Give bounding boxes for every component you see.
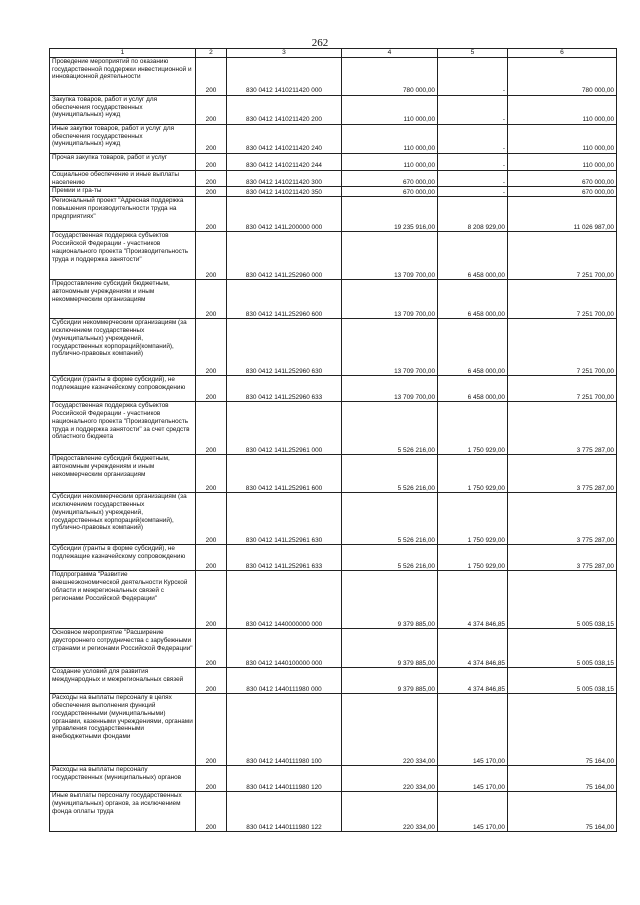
- row-approved-amount-cell: 9 379 885,00: [342, 629, 438, 668]
- row-name-cell: Закупка товаров, работ и услуг для обеспечения государственных (муниципальных) нужд: [50, 96, 196, 125]
- table-row: [50, 629, 617, 668]
- row-classification-code-cell: 830 0412 1410211420 300: [227, 171, 342, 187]
- row-executed-amount-cell: 4 374 846,85: [438, 571, 508, 629]
- table-row: [50, 197, 617, 232]
- row-unexecuted-amount-cell: 3 775 287,00: [508, 545, 617, 571]
- row-classification-code-cell: 830 0412 141L200000 000: [227, 197, 342, 232]
- row-classification-code-cell: 830 0412 1440111980 100: [227, 694, 342, 766]
- table-row: [50, 171, 617, 187]
- header-row: [50, 49, 617, 58]
- row-unexecuted-amount-cell: 670 000,00: [508, 187, 617, 197]
- row-line-code-cell: 200: [196, 58, 227, 96]
- row-unexecuted-amount-cell: 5 005 038,15: [508, 629, 617, 668]
- row-name-cell: Создание условий для развития международных и межрегиональных связей: [50, 668, 196, 694]
- row-classification-code-cell: 830 0412 1440000000 000: [227, 571, 342, 629]
- table-row: [50, 493, 617, 545]
- row-executed-amount-cell: 1 750 929,00: [438, 493, 508, 545]
- row-name-cell: Государственная поддержка субъектов Российской Федерации - участников национального проекта "Производительность труда и поддержка занятости" за счет средств областного бюджета: [50, 402, 196, 455]
- row-name-cell: Предоставление субсидий бюджетным, автономным учреждениям и иным некоммерческим организациям: [50, 455, 196, 493]
- row-classification-code-cell: 830 0412 1410211420 240: [227, 125, 342, 154]
- row-line-code-cell: 200: [196, 319, 227, 376]
- row-approved-amount-cell: 110 000,00: [342, 154, 438, 171]
- row-unexecuted-amount-cell: 7 251 700,00: [508, 376, 617, 402]
- row-approved-amount-cell: 220 334,00: [342, 766, 438, 792]
- row-line-code-cell: 200: [196, 455, 227, 493]
- row-classification-code-cell: 830 0412 141L252960 600: [227, 280, 342, 319]
- row-approved-amount-cell: 5 526 216,00: [342, 455, 438, 493]
- row-approved-amount-cell: 13 709 700,00: [342, 232, 438, 280]
- row-name-cell: Премии и гра-ты: [50, 187, 196, 197]
- row-unexecuted-amount-cell: 7 251 700,00: [508, 280, 617, 319]
- row-executed-amount-cell: 6 458 000,00: [438, 376, 508, 402]
- row-executed-amount-cell: -: [438, 58, 508, 96]
- table-row: [50, 694, 617, 766]
- row-executed-amount-cell: 1 750 929,00: [438, 545, 508, 571]
- table-row: [50, 96, 617, 125]
- column-header: 6: [508, 49, 617, 58]
- budget-table: [49, 48, 617, 832]
- row-name-cell: Иные выплаты персоналу государственных (муниципальных) органов, за исключением фонда оплаты труда: [50, 792, 196, 832]
- column-header: 1: [50, 49, 196, 58]
- row-line-code-cell: 200: [196, 96, 227, 125]
- table-row: [50, 455, 617, 493]
- row-name-cell: Иные закупки товаров, работ и услуг для обеспечения государственных (муниципальных) нужд: [50, 125, 196, 154]
- row-executed-amount-cell: 145 170,00: [438, 792, 508, 832]
- table-row: [50, 125, 617, 154]
- row-line-code-cell: 200: [196, 668, 227, 694]
- row-name-cell: Прочая закупка товаров, работ и услуг: [50, 154, 196, 171]
- row-line-code-cell: 200: [196, 197, 227, 232]
- column-header: 2: [196, 49, 227, 58]
- row-approved-amount-cell: 19 235 916,00: [342, 197, 438, 232]
- row-executed-amount-cell: -: [438, 154, 508, 171]
- row-classification-code-cell: 830 0412 141L252961 633: [227, 545, 342, 571]
- row-classification-code-cell: 830 0412 141L252960 630: [227, 319, 342, 376]
- row-name-cell: Расходы на выплаты персоналу государственных (муниципальных) органов: [50, 766, 196, 792]
- row-name-cell: Субсидии некоммерческим организациям (за исключением государственных (муниципальных) учреждений, государственных корпораций(компаний), публично-правовых компаний): [50, 493, 196, 545]
- row-classification-code-cell: 830 0412 1410211420 244: [227, 154, 342, 171]
- row-executed-amount-cell: 145 170,00: [438, 766, 508, 792]
- row-executed-amount-cell: -: [438, 187, 508, 197]
- row-line-code-cell: 200: [196, 280, 227, 319]
- row-name-cell: Расходы на выплаты персоналу в целях обеспечения выполнения функций государственными (муниципальными) органами, казенными учреждениями, органами управления государственными внебюджетными фондами: [50, 694, 196, 766]
- row-classification-code-cell: 830 0412 141L252961 630: [227, 493, 342, 545]
- row-classification-code-cell: 830 0412 141L252960 000: [227, 232, 342, 280]
- row-executed-amount-cell: 145 170,00: [438, 694, 508, 766]
- row-classification-code-cell: 830 0412 1440111980 000: [227, 668, 342, 694]
- row-unexecuted-amount-cell: 3 775 287,00: [508, 455, 617, 493]
- row-name-cell: Субсидии (гранты в форме субсидий), не подлежащие казначейскому сопровождению: [50, 376, 196, 402]
- column-header: 4: [342, 49, 438, 58]
- table-row: [50, 58, 617, 96]
- row-line-code-cell: 200: [196, 232, 227, 280]
- table-row: [50, 545, 617, 571]
- table-row: [50, 766, 617, 792]
- row-executed-amount-cell: 1 750 929,00: [438, 402, 508, 455]
- row-executed-amount-cell: 4 374 846,85: [438, 629, 508, 668]
- table-row: [50, 280, 617, 319]
- row-approved-amount-cell: 9 379 885,00: [342, 571, 438, 629]
- row-line-code-cell: 200: [196, 154, 227, 171]
- row-classification-code-cell: 830 0412 1410211420 000: [227, 58, 342, 96]
- row-executed-amount-cell: 6 458 000,00: [438, 232, 508, 280]
- row-executed-amount-cell: -: [438, 171, 508, 187]
- table-row: [50, 232, 617, 280]
- row-unexecuted-amount-cell: 7 251 700,00: [508, 319, 617, 376]
- column-header: 3: [227, 49, 342, 58]
- table-row: [50, 668, 617, 694]
- row-approved-amount-cell: 5 526 216,00: [342, 493, 438, 545]
- row-approved-amount-cell: 13 709 700,00: [342, 376, 438, 402]
- table-row: [50, 187, 617, 197]
- row-unexecuted-amount-cell: 110 000,00: [508, 96, 617, 125]
- row-unexecuted-amount-cell: 75 164,00: [508, 694, 617, 766]
- row-name-cell: Региональный проект "Адресная поддержка повышения производительности труда на предприятиях": [50, 197, 196, 232]
- row-unexecuted-amount-cell: 780 000,00: [508, 58, 617, 96]
- row-line-code-cell: 200: [196, 571, 227, 629]
- row-approved-amount-cell: 670 000,00: [342, 187, 438, 197]
- row-unexecuted-amount-cell: 75 164,00: [508, 792, 617, 832]
- row-name-cell: Субсидии некоммерческим организациям (за исключением государственных (муниципальных) учреждений, государственных корпораций(компаний), публично-правовых компаний): [50, 319, 196, 376]
- row-classification-code-cell: 830 0412 1440111980 122: [227, 792, 342, 832]
- row-name-cell: Социальное обеспечение и иные выплаты населению: [50, 171, 196, 187]
- row-approved-amount-cell: 5 526 216,00: [342, 402, 438, 455]
- row-approved-amount-cell: 670 000,00: [342, 171, 438, 187]
- row-classification-code-cell: 830 0412 141L252961 000: [227, 402, 342, 455]
- row-approved-amount-cell: 13 709 700,00: [342, 280, 438, 319]
- row-line-code-cell: 200: [196, 187, 227, 197]
- row-unexecuted-amount-cell: 670 000,00: [508, 171, 617, 187]
- page-number: 262: [311, 37, 329, 49]
- row-approved-amount-cell: 9 379 885,00: [342, 668, 438, 694]
- row-line-code-cell: 200: [196, 694, 227, 766]
- row-executed-amount-cell: 6 458 000,00: [438, 319, 508, 376]
- row-executed-amount-cell: 4 374 846,85: [438, 668, 508, 694]
- column-header: 5: [438, 49, 508, 58]
- row-executed-amount-cell: 1 750 929,00: [438, 455, 508, 493]
- row-line-code-cell: 200: [196, 629, 227, 668]
- row-line-code-cell: 200: [196, 766, 227, 792]
- row-unexecuted-amount-cell: 7 251 700,00: [508, 232, 617, 280]
- row-executed-amount-cell: -: [438, 96, 508, 125]
- row-unexecuted-amount-cell: 110 000,00: [508, 154, 617, 171]
- row-line-code-cell: 200: [196, 792, 227, 832]
- row-line-code-cell: 200: [196, 125, 227, 154]
- row-classification-code-cell: 830 0412 1410211420 350: [227, 187, 342, 197]
- row-name-cell: Подпрограмма "Развитие внешнеэкономической деятельности Курской области и межрегиональных связей с регионами Российской Федерации": [50, 571, 196, 629]
- table-row: [50, 376, 617, 402]
- table-row: [50, 319, 617, 376]
- row-unexecuted-amount-cell: 3 775 287,00: [508, 402, 617, 455]
- table-row: [50, 571, 617, 629]
- row-unexecuted-amount-cell: 5 005 038,15: [508, 571, 617, 629]
- table-row: [50, 402, 617, 455]
- row-approved-amount-cell: 5 526 216,00: [342, 545, 438, 571]
- row-unexecuted-amount-cell: 5 005 038,15: [508, 668, 617, 694]
- row-executed-amount-cell: -: [438, 125, 508, 154]
- table-row: [50, 792, 617, 832]
- row-executed-amount-cell: 6 458 000,00: [438, 280, 508, 319]
- row-line-code-cell: 200: [196, 376, 227, 402]
- row-unexecuted-amount-cell: 11 026 987,00: [508, 197, 617, 232]
- table-row: [50, 154, 617, 171]
- row-name-cell: Проведение мероприятий по оказанию государственной поддержки инвестиционной и инновационной деятельности: [50, 58, 196, 96]
- row-classification-code-cell: 830 0412 141L252961 600: [227, 455, 342, 493]
- row-line-code-cell: 200: [196, 171, 227, 187]
- row-line-code-cell: 200: [196, 402, 227, 455]
- row-classification-code-cell: 830 0412 1410211420 200: [227, 96, 342, 125]
- row-classification-code-cell: 830 0412 141L252960 633: [227, 376, 342, 402]
- row-approved-amount-cell: 220 334,00: [342, 792, 438, 832]
- row-unexecuted-amount-cell: 75 164,00: [508, 766, 617, 792]
- row-approved-amount-cell: 13 709 700,00: [342, 319, 438, 376]
- row-line-code-cell: 200: [196, 493, 227, 545]
- row-name-cell: Государственная поддержка субъектов Российской Федерации - участников национального проекта "Производительность труда и поддержка занятости": [50, 232, 196, 280]
- row-name-cell: Субсидии (гранты в форме субсидий), не подлежащие казначейскому сопровождению: [50, 545, 196, 571]
- row-approved-amount-cell: 780 000,00: [342, 58, 438, 96]
- row-classification-code-cell: 830 0412 1440111980 120: [227, 766, 342, 792]
- row-unexecuted-amount-cell: 110 000,00: [508, 125, 617, 154]
- row-name-cell: Основное мероприятие "Расширение двустороннего сотрудничества с зарубежными странами и регионами Российской Федерации": [50, 629, 196, 668]
- row-approved-amount-cell: 110 000,00: [342, 125, 438, 154]
- row-unexecuted-amount-cell: 3 775 287,00: [508, 493, 617, 545]
- row-classification-code-cell: 830 0412 1440100000 000: [227, 629, 342, 668]
- row-approved-amount-cell: 220 334,00: [342, 694, 438, 766]
- row-approved-amount-cell: 110 000,00: [342, 96, 438, 125]
- row-line-code-cell: 200: [196, 545, 227, 571]
- row-name-cell: Предоставление субсидий бюджетным, автономным учреждениям и иным некоммерческим организациям: [50, 280, 196, 319]
- row-executed-amount-cell: 8 208 929,00: [438, 197, 508, 232]
